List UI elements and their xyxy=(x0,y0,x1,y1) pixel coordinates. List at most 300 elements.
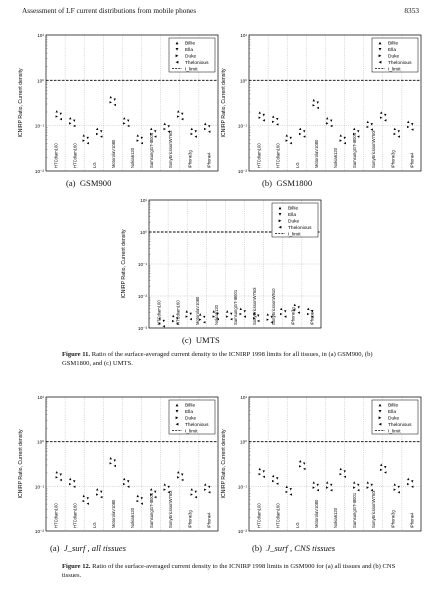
data-marker xyxy=(154,491,156,493)
data-marker xyxy=(280,308,282,310)
data-marker xyxy=(257,320,259,322)
data-marker xyxy=(110,96,112,98)
data-marker xyxy=(317,489,319,491)
data-marker xyxy=(240,308,242,310)
data-marker xyxy=(276,123,278,125)
data-marker xyxy=(100,496,102,498)
phone-label: MotorolaV1080 xyxy=(313,499,319,528)
legend-label: Ella xyxy=(388,48,396,54)
data-marker xyxy=(137,500,139,502)
data-marker xyxy=(60,474,62,476)
data-marker xyxy=(73,480,75,482)
data-marker xyxy=(137,495,139,497)
y-axis-label: ICNIRP Ratio, Current density xyxy=(121,229,127,299)
phone-label: SonyEricssonW760i xyxy=(371,130,377,168)
phone-label: HTCdiam160 xyxy=(175,300,181,325)
data-marker xyxy=(380,117,382,119)
data-marker xyxy=(384,119,386,121)
data-marker xyxy=(191,133,193,135)
y-tick-label: 10⁻³ xyxy=(137,326,147,331)
data-marker xyxy=(191,493,193,495)
data-marker xyxy=(83,500,85,502)
legend-label: Duke xyxy=(185,416,197,422)
data-marker xyxy=(164,128,166,130)
data-marker xyxy=(208,125,210,127)
data-marker xyxy=(411,128,413,130)
phone-label: iPhone3g xyxy=(187,150,193,168)
data-marker xyxy=(286,139,288,141)
data-marker xyxy=(164,123,166,125)
data-marker xyxy=(272,480,274,482)
data-marker xyxy=(394,128,396,130)
data-marker xyxy=(60,118,62,120)
data-marker xyxy=(96,493,98,495)
data-marker xyxy=(100,491,102,493)
legend-label: Duke xyxy=(185,54,197,60)
data-marker xyxy=(398,486,400,488)
legend-label: Billie xyxy=(388,403,399,409)
data-marker xyxy=(303,463,305,465)
data-marker xyxy=(127,125,129,127)
data-marker xyxy=(263,114,265,116)
data-marker xyxy=(303,135,305,137)
subcaption-gsm1800: (b) GSM1800 xyxy=(262,178,313,188)
data-marker xyxy=(56,471,58,473)
phone-label: HTCdiam160 xyxy=(72,143,78,168)
data-marker xyxy=(164,483,166,485)
data-marker xyxy=(204,488,206,490)
data-marker xyxy=(290,142,292,144)
legend-label: Duke xyxy=(288,219,300,225)
legend-label: Billie xyxy=(185,41,196,47)
data-marker xyxy=(398,130,400,132)
chart-gsm1800 xyxy=(215,30,425,175)
phone-label: Nokia6120 xyxy=(333,507,338,528)
data-marker xyxy=(73,125,75,127)
data-marker xyxy=(114,99,116,101)
data-marker xyxy=(123,478,125,480)
data-marker xyxy=(96,128,98,130)
figure-12-caption xyxy=(62,563,407,580)
data-marker xyxy=(73,485,75,487)
data-marker xyxy=(164,488,166,490)
data-marker xyxy=(344,470,346,472)
data-marker xyxy=(240,313,242,315)
y-tick-label: 10¹ xyxy=(37,395,44,400)
data-marker xyxy=(69,483,71,485)
data-marker xyxy=(96,133,98,135)
y-tick-label: 10¹ xyxy=(240,33,247,38)
data-marker xyxy=(172,315,174,317)
data-marker xyxy=(204,128,206,130)
y-tick-label: 10⁻² xyxy=(237,169,247,174)
phone-label: iPhone3g xyxy=(290,307,296,325)
data-marker xyxy=(290,493,292,495)
phone-label: Nokia6120 xyxy=(333,147,338,168)
data-marker xyxy=(294,304,296,306)
data-marker xyxy=(177,476,179,478)
data-marker xyxy=(100,130,102,132)
data-marker xyxy=(398,135,400,137)
data-marker xyxy=(380,469,382,471)
page-number: 8353 xyxy=(404,6,419,15)
data-marker xyxy=(168,486,170,488)
legend-label: I_limit xyxy=(388,429,401,435)
data-marker xyxy=(163,325,165,327)
data-marker xyxy=(114,460,116,462)
data-marker xyxy=(407,478,409,480)
phone-label: HTCdiam100 xyxy=(156,300,162,325)
y-tick-label: 10⁻¹ xyxy=(34,484,44,490)
data-marker xyxy=(191,128,193,130)
data-marker xyxy=(411,485,413,487)
phone-label: SonyEricssonW910 xyxy=(271,288,277,325)
data-marker xyxy=(190,313,192,315)
data-marker xyxy=(263,476,265,478)
data-marker xyxy=(367,486,369,488)
data-marker xyxy=(276,483,278,485)
data-marker xyxy=(203,321,205,323)
data-marker xyxy=(69,478,71,480)
phone-label: LG xyxy=(91,522,97,528)
phone-label: SamsungGT-I8001 xyxy=(352,132,358,168)
phone-label: iPhone3g xyxy=(390,150,396,168)
data-marker xyxy=(60,113,62,115)
data-marker xyxy=(298,311,300,313)
subcaption-all-tissues: (a) J_surf , all tissues xyxy=(50,543,126,553)
data-marker xyxy=(163,320,165,322)
data-marker xyxy=(330,484,332,486)
chart-gsm900-cns-tissues xyxy=(215,392,425,535)
data-marker xyxy=(204,483,206,485)
phone-label: SonyEricssonW760i xyxy=(371,490,377,528)
data-marker xyxy=(357,130,359,132)
data-marker xyxy=(69,117,71,119)
legend-label: Ella xyxy=(288,213,296,219)
data-marker xyxy=(407,121,409,123)
data-marker xyxy=(267,318,269,320)
data-marker xyxy=(195,491,197,493)
y-tick-label: 10⁻¹ xyxy=(237,484,247,490)
phone-label: HTCdiam160 xyxy=(275,503,281,528)
data-marker xyxy=(407,126,409,128)
y-tick-label: 10⁻² xyxy=(34,529,44,534)
legend-label: Ella xyxy=(185,48,193,54)
data-marker xyxy=(344,476,346,478)
data-marker xyxy=(150,488,152,490)
phone-label: Nokia6120 xyxy=(130,147,135,168)
phone-label: iPhone3g xyxy=(187,510,193,528)
data-marker xyxy=(114,104,116,106)
data-marker xyxy=(56,110,58,112)
legend-label: Billie xyxy=(185,403,196,409)
data-marker xyxy=(186,315,188,317)
phone-label: iPhone4 xyxy=(206,152,212,168)
data-marker xyxy=(110,101,112,103)
data-marker xyxy=(357,489,359,491)
data-marker xyxy=(123,117,125,119)
data-marker xyxy=(114,465,116,467)
legend-label: Billie xyxy=(288,206,299,212)
data-marker xyxy=(286,486,288,488)
data-marker xyxy=(371,484,373,486)
data-marker xyxy=(73,120,75,122)
data-marker xyxy=(353,481,355,483)
phone-label: MotorolaV1080 xyxy=(194,296,200,325)
data-marker xyxy=(299,128,301,130)
data-marker xyxy=(259,117,261,119)
chart-gsm900-all-tissues xyxy=(12,392,222,535)
figure-11-caption xyxy=(62,351,402,368)
page-header xyxy=(22,6,419,18)
phone-label: iPhone4 xyxy=(309,309,315,325)
y-axis-label: ICNIRP Ratio, Current density xyxy=(18,429,24,499)
y-tick-label: 10⁻¹ xyxy=(137,262,147,267)
data-marker xyxy=(280,313,282,315)
data-marker xyxy=(317,484,319,486)
phone-label: Nokia6120 xyxy=(130,507,135,528)
data-marker xyxy=(83,134,85,136)
phone-label: SamsungGT-I8001 xyxy=(149,492,155,528)
phone-label: LG xyxy=(294,162,300,168)
legend-label: Thelonious xyxy=(388,422,412,428)
data-marker xyxy=(290,137,292,139)
data-marker xyxy=(272,121,274,123)
phone-label: HTCdiam160 xyxy=(72,503,78,528)
y-tick-label: 10⁻² xyxy=(237,529,247,534)
data-marker xyxy=(384,466,386,468)
phone-label: MotorolaV1080 xyxy=(313,139,319,168)
data-marker xyxy=(263,470,265,472)
data-marker xyxy=(127,485,129,487)
y-tick-label: 10⁰ xyxy=(240,78,247,84)
phone-label: Nokia6120 xyxy=(213,304,219,325)
legend-label: Thelonious xyxy=(185,422,209,428)
data-marker xyxy=(313,104,315,106)
data-marker xyxy=(172,320,174,322)
data-marker xyxy=(384,114,386,116)
data-marker xyxy=(353,128,355,130)
data-marker xyxy=(407,483,409,485)
data-marker xyxy=(208,486,210,488)
data-marker xyxy=(257,315,259,317)
phone-label: HTCdiam100 xyxy=(256,143,262,168)
data-marker xyxy=(190,318,192,320)
data-marker xyxy=(303,468,305,470)
phone-label: iPhone4 xyxy=(409,152,415,168)
data-marker xyxy=(394,483,396,485)
phone-label: MotorolaV1080 xyxy=(110,139,116,168)
data-marker xyxy=(371,123,373,125)
data-marker xyxy=(367,126,369,128)
data-marker xyxy=(326,117,328,119)
data-marker xyxy=(154,135,156,137)
data-marker xyxy=(181,113,183,115)
data-marker xyxy=(141,142,143,144)
data-marker xyxy=(267,313,269,315)
data-marker xyxy=(181,118,183,120)
data-marker xyxy=(177,115,179,117)
data-marker xyxy=(276,477,278,479)
data-marker xyxy=(96,488,98,490)
chart-umts xyxy=(115,195,325,332)
data-marker xyxy=(110,457,112,459)
legend-label: Ella xyxy=(388,410,396,416)
data-marker xyxy=(127,120,129,122)
data-marker xyxy=(367,121,369,123)
data-marker xyxy=(398,491,400,493)
data-marker xyxy=(394,488,396,490)
data-marker xyxy=(286,491,288,493)
legend-label: Thelonious xyxy=(388,60,412,66)
legend-label: I_limit xyxy=(185,429,198,435)
data-marker xyxy=(326,486,328,488)
data-marker xyxy=(123,122,125,124)
data-marker xyxy=(259,468,261,470)
data-marker xyxy=(299,460,301,462)
data-marker xyxy=(330,489,332,491)
phone-label: HTCdiam100 xyxy=(53,143,59,168)
figure-11-text: Ratio of the surface-averaged current density to the ICNIRP 1998 limits for all tissues, in (a) GSM900, (b) GSM1800, and (c) UMTS. xyxy=(62,351,373,367)
legend-label: I_limit xyxy=(185,67,198,73)
data-marker xyxy=(263,119,265,121)
data-marker xyxy=(181,479,183,481)
data-marker xyxy=(87,502,89,504)
data-marker xyxy=(313,99,315,101)
data-marker xyxy=(276,118,278,120)
y-tick-label: 10⁰ xyxy=(37,78,44,84)
data-marker xyxy=(226,315,228,317)
legend-label: Thelonious xyxy=(288,225,312,231)
data-marker xyxy=(83,495,85,497)
subcaption-umts: (c) UMTS xyxy=(182,335,220,345)
data-marker xyxy=(340,134,342,136)
phone-label: LG xyxy=(91,162,97,168)
phone-label: iPhone4 xyxy=(206,512,212,528)
data-marker xyxy=(195,496,197,498)
y-tick-label: 10⁰ xyxy=(37,439,44,445)
data-marker xyxy=(203,316,205,318)
data-marker xyxy=(340,139,342,141)
data-marker xyxy=(56,115,58,117)
y-tick-label: 10¹ xyxy=(240,395,247,400)
data-marker xyxy=(380,111,382,113)
data-marker xyxy=(411,123,413,125)
data-marker xyxy=(259,111,261,113)
data-marker xyxy=(100,135,102,137)
data-marker xyxy=(384,471,386,473)
data-marker xyxy=(208,491,210,493)
data-marker xyxy=(326,122,328,124)
data-marker xyxy=(340,473,342,475)
data-marker xyxy=(317,102,319,104)
data-marker xyxy=(326,481,328,483)
data-marker xyxy=(195,130,197,132)
data-marker xyxy=(186,310,188,312)
data-marker xyxy=(357,135,359,137)
data-marker xyxy=(380,463,382,465)
legend-label: Billie xyxy=(388,41,399,47)
data-marker xyxy=(87,137,89,139)
y-axis-label: ICNIRP Ratio, Current density xyxy=(221,429,227,499)
data-marker xyxy=(226,310,228,312)
phone-label: iPhone4 xyxy=(409,512,415,528)
subcaption-gsm900: (a) GSM900 xyxy=(66,178,112,188)
data-marker xyxy=(299,465,301,467)
figure-12-text: Ratio of the surface-averaged current density to the ICNIRP 1998 limits in GSM900 for (a) all tissues and (b) CNS tissues. xyxy=(62,563,396,579)
data-marker xyxy=(141,137,143,139)
phone-label: SonyEricssonW760i xyxy=(252,287,258,325)
y-tick-label: 10¹ xyxy=(140,198,147,203)
figure-11-label: Figure 11. xyxy=(62,351,91,358)
phone-label: SamsungGT-I8001 xyxy=(352,492,358,528)
data-marker xyxy=(141,497,143,499)
data-marker xyxy=(299,133,301,135)
y-tick-label: 10⁻² xyxy=(137,294,147,299)
y-tick-label: 10⁰ xyxy=(240,439,247,445)
data-marker xyxy=(371,128,373,130)
data-marker xyxy=(272,475,274,477)
phone-label: SamsungGT-I8001 xyxy=(149,132,155,168)
data-marker xyxy=(154,130,156,132)
data-marker xyxy=(344,137,346,139)
data-marker xyxy=(244,310,246,312)
data-marker xyxy=(330,125,332,127)
data-marker xyxy=(313,486,315,488)
running-title: Assessment of LF current distributions from mobile phones xyxy=(22,6,197,15)
data-marker xyxy=(181,474,183,476)
data-marker xyxy=(284,310,286,312)
data-marker xyxy=(56,476,58,478)
phone-label: HTCdiam100 xyxy=(53,503,59,528)
legend-label: Ella xyxy=(185,410,193,416)
data-marker xyxy=(303,130,305,132)
phone-label: iPhone3g xyxy=(390,510,396,528)
data-marker xyxy=(313,481,315,483)
data-marker xyxy=(195,135,197,137)
data-marker xyxy=(357,484,359,486)
y-tick-label: 10⁻¹ xyxy=(34,123,44,129)
data-marker xyxy=(353,486,355,488)
y-tick-label: 10⁻¹ xyxy=(237,123,247,129)
data-marker xyxy=(87,497,89,499)
data-marker xyxy=(137,134,139,136)
legend-label: Thelonious xyxy=(185,60,209,66)
data-marker xyxy=(208,130,210,132)
data-marker xyxy=(168,125,170,127)
figure-12-label: Figure 12. xyxy=(62,563,91,570)
data-marker xyxy=(127,480,129,482)
data-marker xyxy=(87,142,89,144)
phone-label: LG xyxy=(294,522,300,528)
data-marker xyxy=(284,315,286,317)
legend-label: I_limit xyxy=(388,67,401,73)
data-marker xyxy=(83,139,85,141)
data-marker xyxy=(272,115,274,117)
phone-label: HTCdiam160 xyxy=(275,143,281,168)
data-marker xyxy=(123,483,125,485)
data-marker xyxy=(290,488,292,490)
data-marker xyxy=(150,128,152,130)
data-marker xyxy=(110,462,112,464)
phone-label: SamsungGT-I8001 xyxy=(233,289,238,325)
data-marker xyxy=(411,480,413,482)
legend-label: I_limit xyxy=(288,232,301,238)
legend-label: Duke xyxy=(388,54,400,60)
data-marker xyxy=(177,471,179,473)
data-marker xyxy=(204,123,206,125)
y-axis-label: ICNIRP Ratio, Current density xyxy=(18,68,24,138)
